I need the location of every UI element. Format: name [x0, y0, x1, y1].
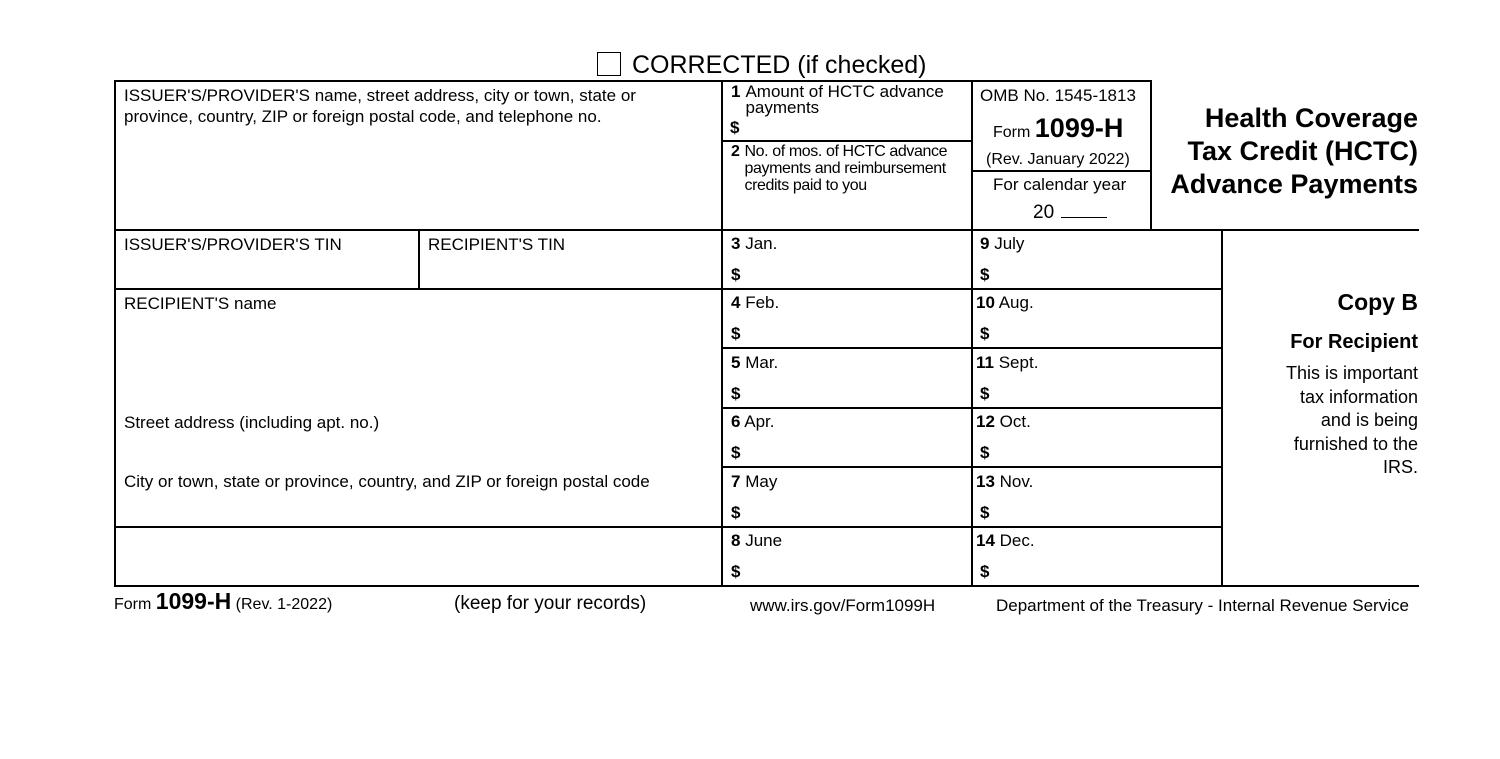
- box11-label: Sept.: [998, 353, 1039, 372]
- box12-dollar: $: [980, 443, 990, 462]
- box3-dollar: $: [731, 265, 741, 284]
- box7-may[interactable]: [731, 471, 967, 525]
- recipient-name-field[interactable]: RECIPIENT'S name: [124, 294, 277, 313]
- box2-number: 2: [731, 143, 740, 160]
- box10-label: Aug.: [998, 293, 1034, 312]
- box11-sept[interactable]: [976, 352, 1216, 406]
- box2-label: No. of mos. of HCTC advance payments and reimbursement credits paid to you: [744, 143, 948, 194]
- box1-number: 1: [731, 82, 741, 101]
- box3-jan[interactable]: [731, 233, 967, 287]
- box13-dollar: $: [980, 503, 990, 522]
- footer-department: Department of the Treasury - Internal Revenue Service: [996, 596, 1409, 615]
- box3-label: Jan.: [745, 234, 778, 253]
- box5-dollar: $: [731, 384, 741, 403]
- box14-dollar: $: [980, 562, 990, 581]
- box7-dollar: $: [731, 503, 741, 522]
- omb-number: OMB No. 1545-1813: [980, 86, 1136, 105]
- box9-label: July: [994, 234, 1025, 253]
- copy-subtitle: For Recipient: [1290, 331, 1418, 353]
- box4-label: Feb.: [745, 293, 780, 312]
- box12-number: 12: [976, 412, 995, 431]
- box1-hctc-advance-payments[interactable]: [731, 84, 967, 116]
- calendar-year-field[interactable]: [1033, 199, 1107, 224]
- recipient-extra-field[interactable]: [116, 528, 720, 584]
- notice-line: tax information: [1299, 386, 1418, 407]
- box2-months-count[interactable]: [731, 143, 967, 194]
- issuer-tin-field[interactable]: ISSUER'S/PROVIDER'S TIN: [124, 235, 342, 254]
- box4-feb[interactable]: [731, 292, 967, 346]
- form-revision: (Rev. January 2022): [986, 151, 1130, 168]
- box6-dollar: $: [731, 443, 741, 462]
- footer-form-prefix: Form: [114, 596, 152, 613]
- title-line-2: Tax Credit (HCTC): [1187, 136, 1418, 166]
- box8-number: 8: [731, 531, 741, 550]
- box10-aug[interactable]: [976, 292, 1216, 346]
- footer-form-id: [114, 588, 332, 615]
- issuer-name-address-field[interactable]: ISSUER'S/PROVIDER'S name, street address, city or town, state or province, country, ZIP or foreign postal code, and telephone no.: [124, 86, 636, 126]
- copy-notice: [1228, 362, 1418, 480]
- notice-line: and is being: [1320, 410, 1418, 430]
- copy-title: Copy B: [1337, 289, 1418, 315]
- box7-number: 7: [731, 472, 741, 491]
- form-title: [1155, 102, 1418, 201]
- form-number: 1099-H: [1034, 113, 1124, 143]
- box10-dollar: $: [980, 324, 990, 343]
- box14-label: Dec.: [999, 531, 1035, 550]
- calendar-year-prefix: 20: [1033, 202, 1055, 223]
- recipient-city-field[interactable]: City or town, state or province, country, and ZIP or foreign postal code: [124, 472, 650, 491]
- box4-dollar: $: [731, 324, 741, 343]
- footer-form-number: 1099-H: [155, 588, 232, 614]
- box4-number: 4: [731, 293, 741, 312]
- box9-dollar: $: [980, 265, 990, 284]
- box13-nov[interactable]: [976, 471, 1216, 525]
- notice-line: furnished to the: [1293, 433, 1418, 454]
- box9-number: 9: [980, 234, 990, 253]
- box7-label: May: [745, 472, 778, 491]
- notice-line: This is important: [1285, 363, 1418, 383]
- box1-label: Amount of HCTC advance payments: [745, 82, 944, 117]
- calendar-year-label: For calendar year: [993, 175, 1127, 194]
- footer-rev: (Rev. 1-2022): [235, 596, 333, 613]
- box13-label: Nov.: [999, 472, 1034, 491]
- box5-label: Mar.: [745, 353, 779, 372]
- box13-number: 13: [976, 472, 995, 491]
- corrected-label: CORRECTED (if checked): [632, 51, 927, 79]
- box8-label: June: [745, 531, 783, 550]
- form-id: [993, 113, 1123, 144]
- box10-number: 10: [976, 293, 995, 312]
- box11-dollar: $: [980, 384, 990, 403]
- footer-keep-records: (keep for your records): [454, 593, 647, 614]
- box8-june[interactable]: [731, 530, 967, 584]
- title-line-1: Health Coverage: [1204, 103, 1418, 133]
- box5-number: 5: [731, 353, 741, 372]
- box6-apr[interactable]: [731, 411, 967, 465]
- box6-label: Apr.: [744, 412, 775, 431]
- copy-b-panel: [1228, 287, 1418, 480]
- box12-oct[interactable]: [976, 411, 1216, 465]
- box5-mar[interactable]: [731, 352, 967, 406]
- box3-number: 3: [731, 234, 741, 253]
- form-prefix: Form: [993, 124, 1031, 141]
- recipient-tin-field[interactable]: RECIPIENT'S TIN: [428, 235, 566, 254]
- box9-july[interactable]: [980, 233, 1216, 287]
- box6-number: 6: [731, 412, 741, 431]
- title-line-3: Advance Payments: [1170, 169, 1418, 199]
- notice-line: IRS.: [1382, 457, 1418, 477]
- box11-number: 11: [976, 353, 994, 372]
- corrected-checkbox[interactable]: [597, 52, 621, 76]
- calendar-year-value[interactable]: [1061, 199, 1107, 218]
- box14-number: 14: [976, 531, 995, 550]
- box8-dollar: $: [731, 562, 741, 581]
- footer-url: www.irs.gov/Form1099H: [750, 596, 936, 615]
- box1-dollar: $: [730, 118, 740, 137]
- box12-label: Oct.: [999, 412, 1031, 431]
- recipient-street-field[interactable]: Street address (including apt. no.): [124, 413, 380, 432]
- box14-dec[interactable]: [976, 530, 1216, 584]
